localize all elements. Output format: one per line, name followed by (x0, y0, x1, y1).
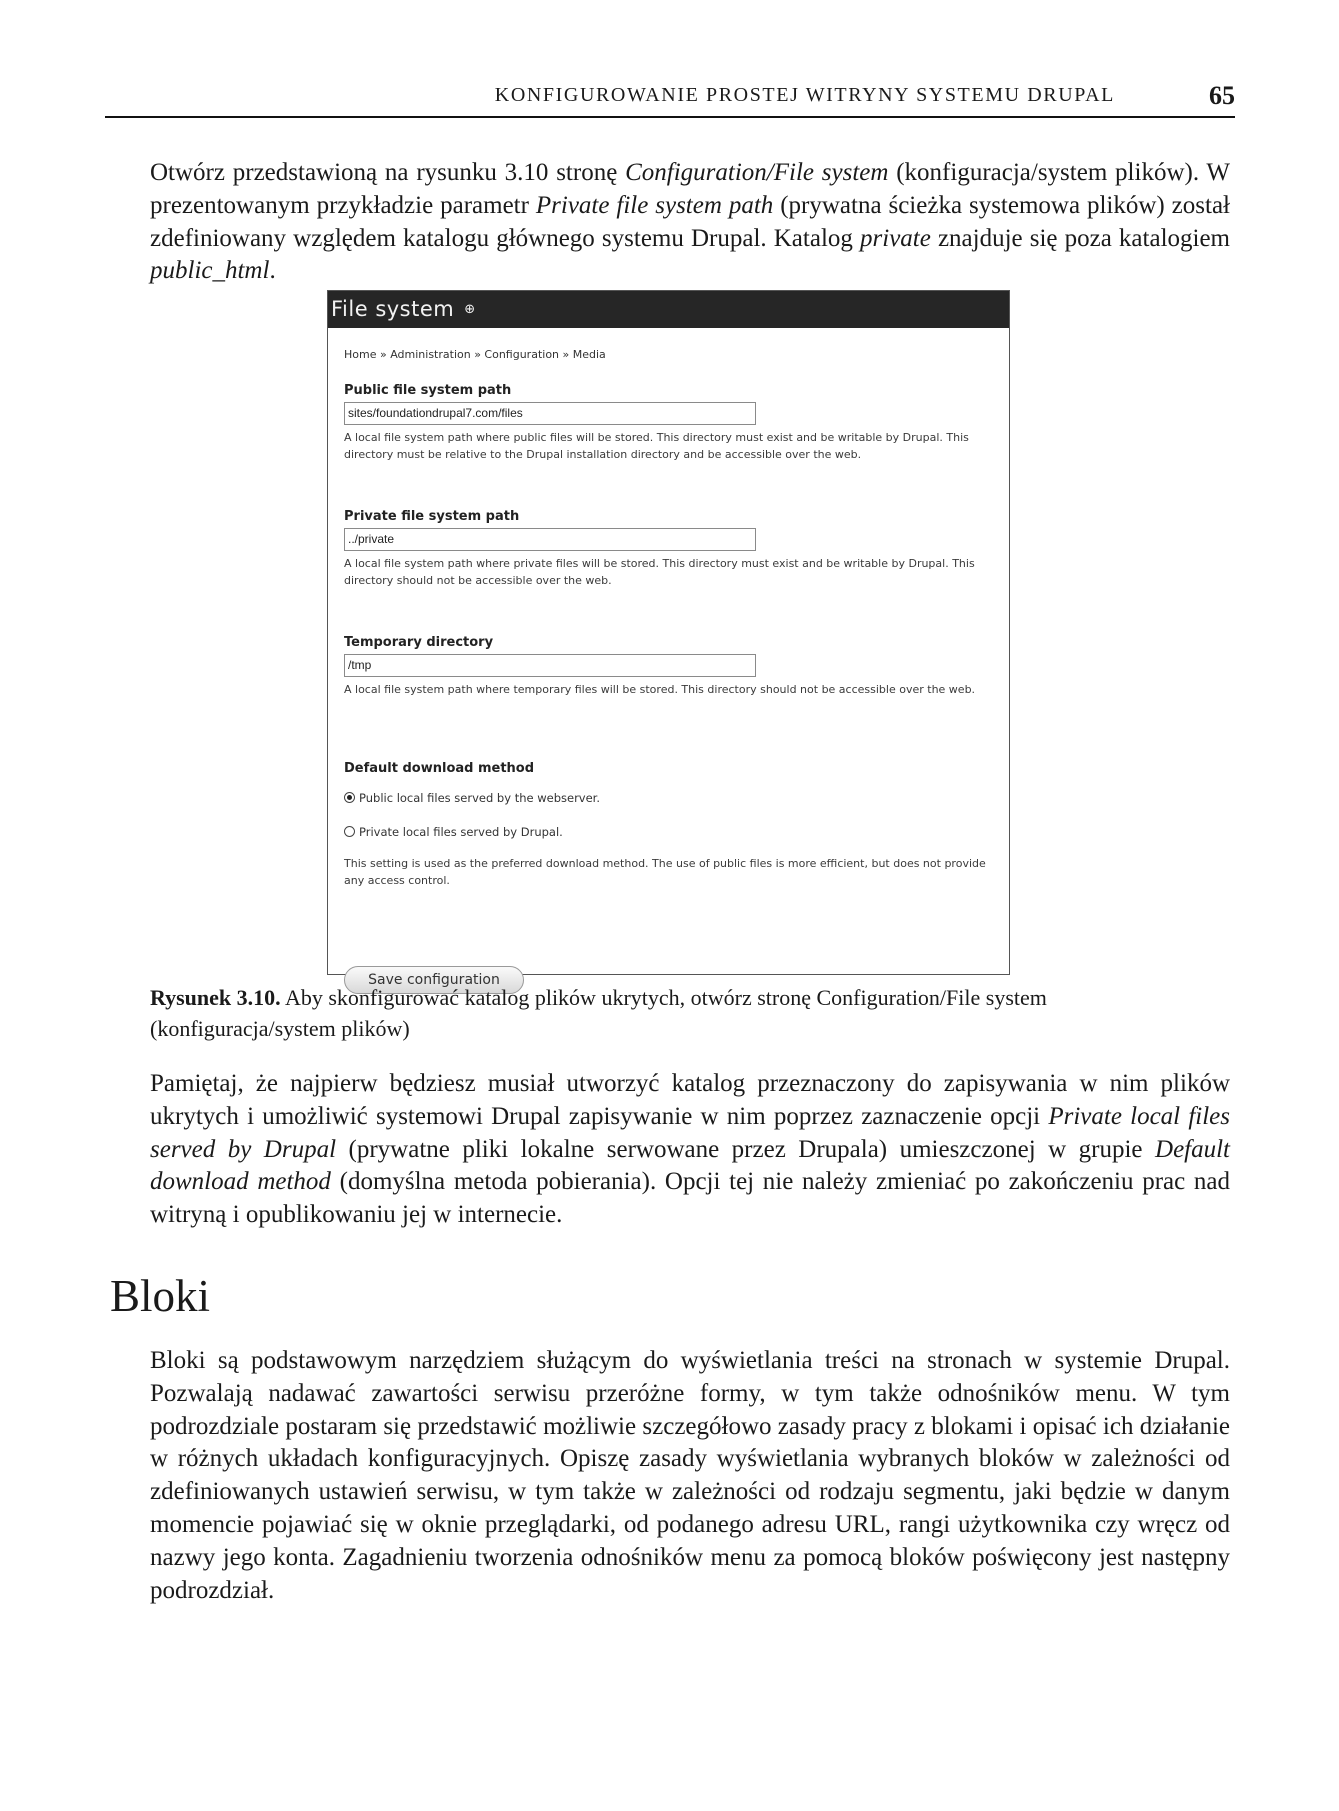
radio-public-files[interactable] (344, 791, 600, 805)
italic-term: public_html (150, 257, 270, 285)
temp-directory-description: A local file system path where temporary files will be stored. This directory should not be accessible over the web. (344, 683, 976, 696)
private-path-description: A local file system path where private files will be stored. This directory must exist and be writable by Drupal. This directory should not be accessible over the web. (344, 557, 975, 587)
text-run: (prywatne pliki lokalne serwowane przez Drupala) umieszczonej w grupie (336, 1135, 1156, 1163)
private-path-label: Private file system path (344, 509, 520, 524)
download-method-label: Default download method (344, 761, 535, 776)
figure-title-bar (328, 291, 1009, 328)
radio-selected-icon[interactable] (344, 792, 355, 803)
body-paragraph (150, 1068, 1230, 1232)
figure-caption (150, 982, 1150, 1044)
italic-term: Private file system path (535, 191, 774, 219)
public-path-label: Public file system path (344, 383, 512, 398)
radio-private-label: Private local files served by Drupal. (359, 825, 563, 839)
section-heading: Bloki (110, 1271, 211, 1321)
running-head (105, 78, 1235, 118)
download-method-description: This setting is used as the preferred download method. The use of public files is more efficient, but does not provide any access control. (344, 857, 986, 887)
private-path-input[interactable]: ../private (344, 528, 756, 551)
plus-circle-icon[interactable]: ⊕ (464, 302, 476, 317)
public-path-description: A local file system path where public files will be stored. This directory must exist and be writable by Drupal. This directory must be relative to the Drupal installation directory and be accessible over the web. (344, 431, 969, 461)
save-configuration-button[interactable]: Save configuration (344, 966, 524, 994)
figure-title: File system (331, 297, 455, 321)
text-run: . (269, 257, 276, 285)
radio-unselected-icon[interactable] (344, 826, 355, 837)
italic-term: private (860, 224, 931, 252)
temp-directory-label: Temporary directory (344, 635, 494, 650)
text-run: znajduje się poza katalogiem (930, 224, 1231, 252)
text-run: Pamiętaj, że najpierw będziesz musiał utworzyć katalog przeznaczony do zapisywania w nim plików ukrytych i umożliwić systemowi Drupal zapisywanie w nim poprzez zaznaczenie opcji (150, 1070, 1230, 1130)
temp-directory-input[interactable]: /tmp (344, 654, 756, 677)
radio-private-files[interactable] (344, 825, 563, 839)
italic-term: Private local files served by Drupal (150, 1102, 1230, 1163)
italic-term: Configuration/File system (625, 159, 889, 186)
breadcrumb[interactable]: Home » Administration » Configuration » Media (344, 348, 606, 361)
page-number: 65 (1209, 81, 1235, 110)
text-run: (prywatna ścieżka systemowa plików) został zdefiniowany względem katalogu głównego systemu Drupal. Katalog (150, 191, 1230, 252)
text-run: (domyślna metoda pobierania). Opcji tej nie należy zmieniać po zakończeniu prac nad witryną i opublikowaniu jej w internecie. (150, 1168, 1231, 1229)
file-system-screenshot (327, 290, 1010, 988)
caption-text: Aby skonfigurować katalog plików ukrytych, otwórz stronę Configuration/File system (konfiguracja/system plików) (150, 985, 1047, 1041)
public-path-input[interactable]: sites/foundationdrupal7.com/files (344, 402, 756, 425)
italic-term: Default download method (150, 1135, 1231, 1196)
running-head-title: KONFIGUROWANIE PROSTEJ WITRYNY SYSTEMU DRUPAL (494, 84, 1115, 106)
intro-paragraph (150, 157, 1230, 288)
text-run: (konfiguracja/system plików). W prezentowanym przykładzie parametr (150, 159, 1231, 219)
radio-public-label: Public local files served by the webserver. (359, 791, 601, 805)
section-paragraph: Bloki są podstawowym narzędziem służącym do wyświetlania treści na stronach w systemie Drupal. Pozwalają nadawać zawartości serwisu przeróżne formy, w tym także odnośników menu. W tym podrozdziale postaram się przedstawić możliwie szczegółowo zasady pracy z blokami i opisać ich działanie w różnych układach konfiguracyjnych. Opiszę zasady wyświetlania wybranych bloków w zależności od zdefiniowanych ustawień serwisu, w tym także w zależności od rodzaju segmentu, jaki będzie w danym momencie pojawiać się w oknie przeglądarki, od podanego adresu URL, rangi użytkownika czy wręcz od nazwy jego konta. Zagadnieniu tworzenia odnośników menu za pomocą bloków poświęcony jest następny podrozdział. (150, 1347, 1230, 1604)
caption-label: Rysunek 3.10. (150, 985, 281, 1010)
text-run: Otwórz przedstawioną na rysunku 3.10 stronę (150, 159, 626, 186)
